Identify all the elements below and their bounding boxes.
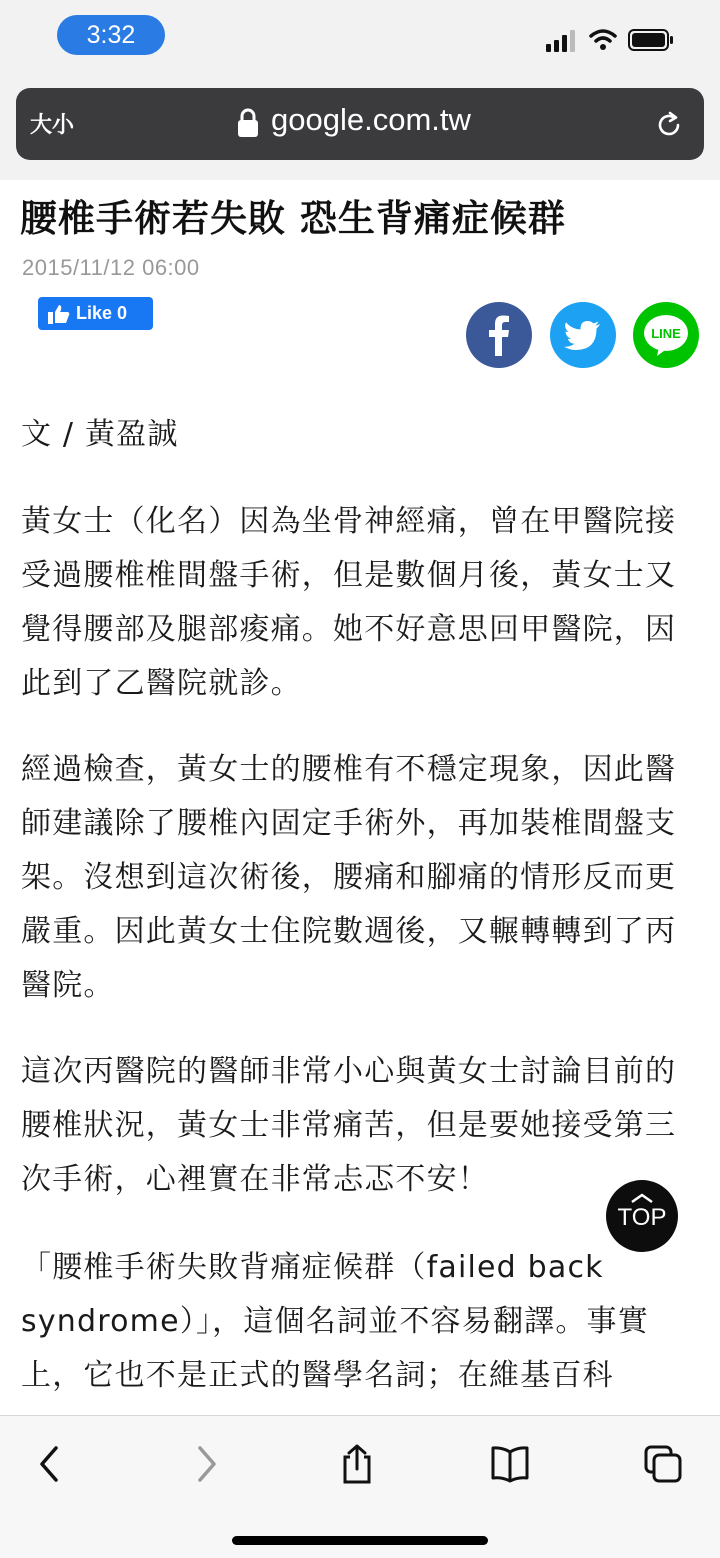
- facebook-share-button[interactable]: [466, 302, 532, 368]
- battery-icon: [628, 29, 674, 51]
- scroll-to-top-button[interactable]: [606, 1180, 678, 1252]
- url-text[interactable]: google.com.tw: [271, 102, 471, 137]
- home-indicator: [232, 1536, 488, 1545]
- line-share-button[interactable]: [633, 302, 699, 368]
- tabs-icon[interactable]: [643, 1444, 683, 1484]
- browser-chrome: [0, 78, 720, 180]
- article-paragraph: 黃女士（化名）因為坐骨神經痛，曾在甲醫院接受過腰椎椎間盤手術，但是數個月後，黃女士又覺得腰部及腿部痠痛。她不好意思回甲醫院，因此到了乙醫院就診。: [21, 504, 677, 701]
- status-bar: [0, 0, 720, 78]
- forward-icon[interactable]: [186, 1444, 226, 1484]
- article-paragraph: 「腰椎手術失敗背痛症候群（failed back syndrome）」，這個名詞並不容易翻譯。事實上，它也不是正式的醫學名詞；在維基百科: [21, 1250, 649, 1393]
- share-icon[interactable]: [337, 1444, 377, 1484]
- text-size-button[interactable]: 大小: [30, 113, 75, 138]
- like-label: Like 0: [76, 303, 128, 323]
- article-byline: 文 / 黃盈誠: [21, 417, 179, 452]
- cellular-signal-icon: [546, 30, 578, 52]
- facebook-like-button[interactable]: [38, 297, 153, 330]
- facebook-icon: [466, 302, 532, 368]
- thumbs-up-icon: [48, 304, 70, 324]
- line-icon: [633, 302, 699, 368]
- twitter-icon: [550, 302, 616, 368]
- bottom-toolbar: [0, 1415, 720, 1558]
- article-date: 2015/11/12 06:00: [22, 255, 200, 280]
- wifi-icon: [589, 27, 617, 51]
- reload-icon[interactable]: [654, 110, 684, 140]
- lock-icon: [238, 108, 258, 138]
- status-time: 3:32: [57, 15, 165, 55]
- article-paragraph: 這次丙醫院的醫師非常小心與黃女士討論目前的腰椎狀況，黃女士非常痛苦，但是要她接受第三次手術，心裡實在非常忐忑不安！: [21, 1054, 677, 1197]
- article-title: 腰椎手術若失敗 恐生背痛症候群: [20, 197, 566, 240]
- twitter-share-button[interactable]: [550, 302, 616, 368]
- chevron-up-icon: [630, 1192, 654, 1204]
- article-paragraph: 經過檢查，黃女士的腰椎有不穩定現象，因此醫師建議除了腰椎內固定手術外，再加裝椎間盤支架。沒想到這次術後，腰痛和腳痛的情形反而更嚴重。因此黃女士住院數週後，又輾轉轉到了丙醫院。: [21, 752, 677, 1003]
- top-label: TOP: [617, 1204, 667, 1231]
- address-bar[interactable]: [16, 88, 704, 160]
- svg-text:LINE: LINE: [651, 326, 681, 341]
- back-icon[interactable]: [30, 1444, 70, 1484]
- bookmarks-icon[interactable]: [490, 1444, 530, 1484]
